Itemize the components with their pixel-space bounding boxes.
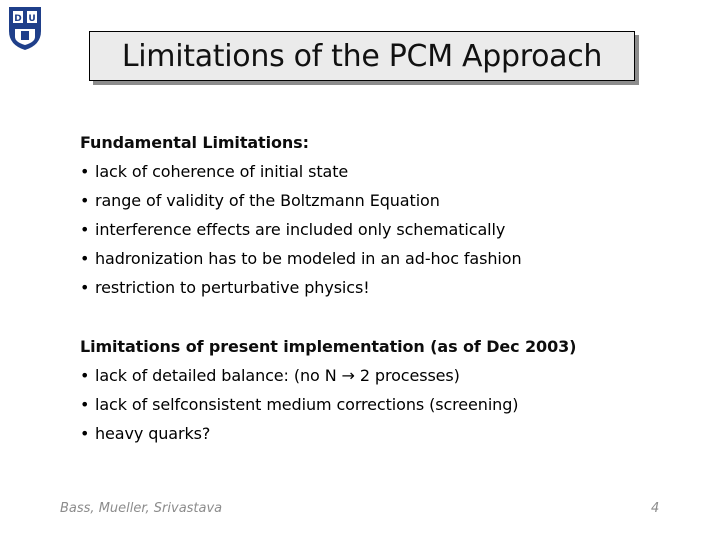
section-heading: Fundamental Limitations: [80, 133, 309, 152]
bullet-list [80, 157, 522, 302]
bullet-icon: • [80, 191, 90, 210]
bullet-icon: • [80, 162, 90, 181]
bullet-icon: • [80, 395, 90, 414]
slide-title: Limitations of the PCM Approach [121, 38, 603, 74]
bullet-icon: • [80, 220, 90, 239]
university-logo-icon [7, 5, 43, 51]
section-fundamental-limitations [80, 128, 522, 302]
svg-text:U: U [28, 14, 36, 24]
bullet-icon: • [80, 366, 90, 385]
list-item [80, 361, 576, 390]
svg-text:D: D [14, 14, 22, 24]
list-item-text: heavy quarks? [95, 424, 211, 443]
bullet-icon: • [80, 278, 90, 297]
list-item-text: hadronization has to be modeled in an ad-hoc fashion [95, 249, 522, 268]
list-item-text: lack of selfconsistent medium corrections (screening) [95, 395, 519, 414]
title-box [89, 31, 635, 81]
list-item [80, 186, 522, 215]
page-number: 4 [651, 501, 660, 516]
list-item-text: interference effects are included only schematically [95, 220, 506, 239]
bullet-list [80, 361, 576, 448]
list-item-text: lack of detailed balance: (no N → 2 processes) [95, 366, 460, 385]
list-item [80, 273, 522, 302]
list-item [80, 215, 522, 244]
bullet-icon: • [80, 424, 90, 443]
list-item [80, 157, 522, 186]
section-present-implementation [80, 332, 576, 448]
list-item-text: lack of coherence of initial state [95, 162, 349, 181]
list-item [80, 390, 576, 419]
section-heading: Limitations of present implementation (as of Dec 2003) [80, 337, 577, 356]
list-item-text: range of validity of the Boltzmann Equation [95, 191, 440, 210]
bullet-icon: • [80, 249, 90, 268]
list-item [80, 419, 576, 448]
list-item [80, 244, 522, 273]
footer-authors: Bass, Mueller, Srivastava [60, 501, 223, 516]
list-item-text: restriction to perturbative physics! [95, 278, 370, 297]
